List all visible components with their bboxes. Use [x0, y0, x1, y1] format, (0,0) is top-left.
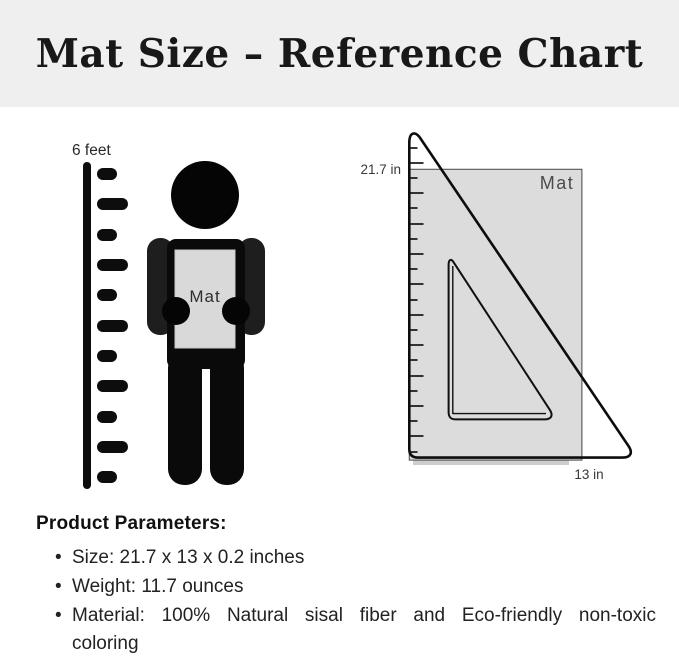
height-ruler — [83, 162, 128, 489]
list-item — [36, 573, 656, 601]
person-figure — [147, 161, 265, 485]
product-parameters — [36, 513, 656, 659]
mat-label: Mat — [539, 173, 575, 193]
mat-diagram — [360, 134, 630, 482]
bullet-icon: • — [55, 605, 62, 626]
ruler-mark — [97, 259, 128, 271]
person-right-leg — [210, 352, 244, 485]
ruler-mark — [97, 289, 117, 301]
product-parameters-heading: Product Parameters: — [36, 513, 227, 534]
ruler-line — [83, 162, 91, 489]
ruler-mark — [97, 411, 117, 423]
material-parameter: Material: 100% Natural sisal fiber and Eco-friendly non-toxic coloring — [72, 605, 656, 654]
mat-height-label: 21.7 in — [360, 162, 401, 177]
ruler-mark — [97, 320, 128, 332]
mat-rectangle — [409, 169, 582, 460]
bullet-icon: • — [55, 547, 62, 568]
product-parameters-list — [36, 544, 656, 658]
person-left-hand — [162, 297, 190, 325]
ruler-mark — [97, 168, 117, 180]
height-scale-label: 6 feet — [72, 142, 111, 159]
size-parameter: Size: 21.7 x 13 x 0.2 inches — [72, 547, 305, 568]
ruler-mark — [97, 441, 128, 453]
ruler-mark — [97, 350, 117, 362]
person-left-leg — [168, 352, 202, 485]
person-head — [171, 161, 239, 229]
held-mat-label: Mat — [189, 287, 221, 306]
mat-width-label: 13 in — [574, 467, 604, 482]
list-item — [36, 544, 656, 572]
page-title: Mat Size – Reference Chart — [35, 30, 644, 77]
weight-parameter: Weight: 11.7 ounces — [72, 576, 244, 597]
person-right-hand — [222, 297, 250, 325]
list-item — [36, 602, 656, 658]
ruler-mark — [97, 229, 117, 241]
mat-shadow — [413, 461, 569, 466]
bullet-icon: • — [55, 576, 62, 597]
ruler-mark — [97, 380, 128, 392]
ruler-mark — [97, 471, 117, 483]
ruler-mark — [97, 198, 128, 210]
